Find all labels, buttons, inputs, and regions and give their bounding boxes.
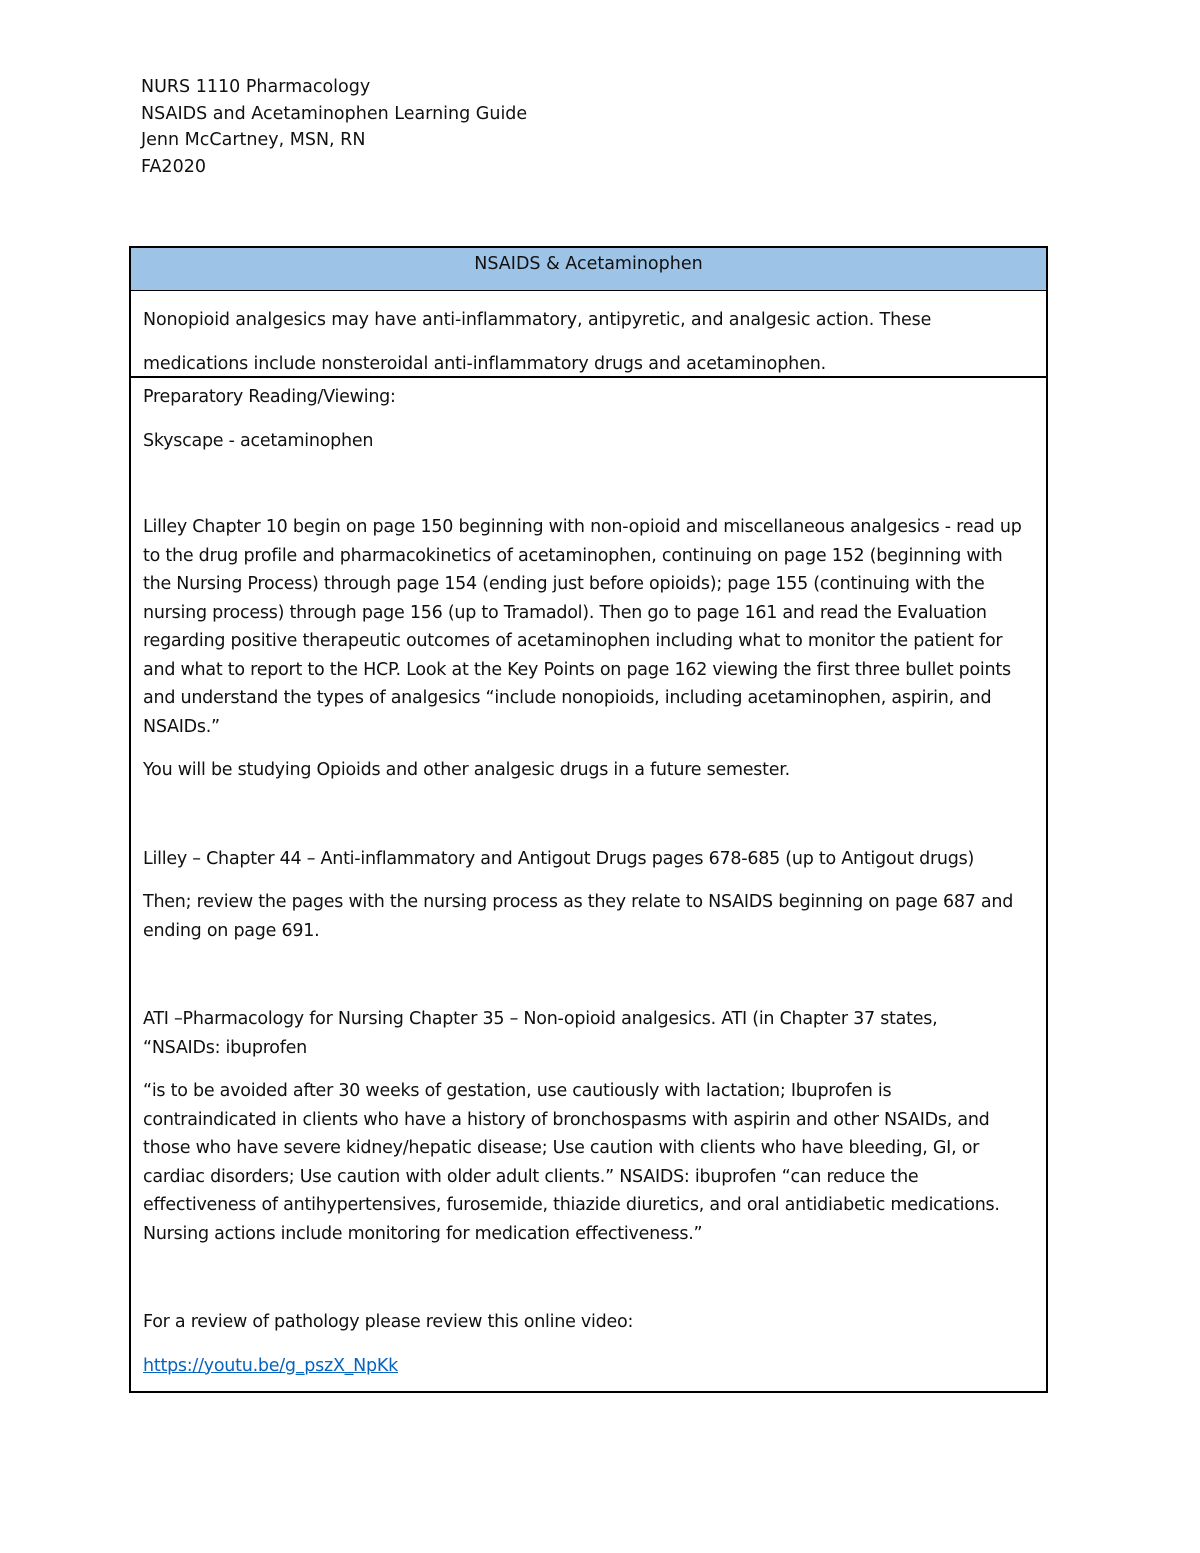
guide-title: NSAIDS and Acetaminophen Learning Guide	[141, 103, 528, 124]
learning-guide-table	[129, 246, 1048, 1393]
ati-reference	[143, 1005, 1034, 1062]
paragraph-line: “is to be avoided after 30 weeks of gestation, use cautiously with lactation; Ibuprofen is	[143, 1081, 892, 1101]
video-intro: For a review of pathology please review this online video:	[143, 1312, 634, 1332]
table-heading: NSAIDS & Acetaminophen	[131, 248, 1046, 291]
course-title: NURS 1110 Pharmacology	[141, 77, 371, 97]
author-name: Jenn McCartney, MSN, RN	[141, 130, 366, 150]
lilley-ch10-paragraph	[143, 513, 1034, 741]
paragraph-line: ending on page 691.	[143, 920, 320, 941]
paragraph-line: NSAIDs.”	[143, 716, 220, 737]
paragraph-line: effectiveness of antihypertensives, furosemide, thiazide diuretics, and oral antidiabetic medications.	[143, 1195, 1000, 1215]
paragraph-line: those who have severe kidney/hepatic disease; Use caution with clients who have bleeding, GI, or	[143, 1138, 980, 1158]
paragraph-line: Nursing actions include monitoring for medication effectiveness.”	[143, 1223, 703, 1244]
future-semester-note: You will be studying Opioids and other analgesic drugs in a future semester.	[143, 760, 790, 780]
paragraph-line: nursing process) through page 156 (up to Tramadol). Then go to page 161 and read the Evaluation	[143, 602, 987, 623]
paragraph-line: and understand the types of analgesics “include nonopioids, including acetaminophen, aspirin, and	[143, 688, 992, 708]
video-link-row	[143, 1352, 1034, 1381]
paragraph-line: “NSAIDs: ibuprofen	[143, 1037, 307, 1058]
document-header	[141, 74, 527, 180]
paragraph-line: to the drug profile and pharmacokinetics of acetaminophen, continuing on page 152 (beginning with	[143, 545, 1003, 566]
video-link[interactable]: https://youtu.be/g_pszX_NpKk	[143, 1355, 398, 1376]
reading-row	[131, 378, 1046, 1380]
intro-line: Nonopioid analgesics may have anti-inflammatory, antipyretic, and analgesic action. These	[143, 310, 932, 330]
paragraph-line: and what to report to the HCP. Look at the Key Points on page 162 viewing the first three bullet points	[143, 659, 1011, 680]
paragraph-line: Then; review the pages with the nursing process as they relate to NSAIDS beginning on page 687 and	[143, 892, 1014, 912]
review-paragraph	[143, 888, 1034, 945]
intro-row	[131, 291, 1046, 378]
paragraph-line: Lilley Chapter 10 begin on page 150 beginning with non-opioid and miscellaneous analgesics - read up	[143, 517, 1022, 537]
paragraph-line: cardiac disorders; Use caution with older adult clients.” NSAIDS: ibuprofen “can reduce the	[143, 1166, 919, 1187]
ati-quote-paragraph	[143, 1077, 1034, 1248]
paragraph-line: regarding positive therapeutic outcomes of acetaminophen including what to monitor the patient for	[143, 631, 1003, 651]
paragraph-line: ATI –Pharmacology for Nursing Chapter 35 – Non-opioid analgesics. ATI (in Chapter 37 states,	[143, 1009, 938, 1029]
paragraph-line: the Nursing Process) through page 154 (ending just before opioids); page 155 (continuing with the	[143, 574, 985, 594]
paragraph-line: contraindicated in clients who have a history of bronchospasms with aspirin and other NSAIDs, and	[143, 1109, 990, 1130]
prep-label: Preparatory Reading/Viewing:	[143, 387, 396, 407]
skyscape-reference: Skyscape - acetaminophen	[143, 430, 374, 451]
term-label: FA2020	[141, 156, 206, 177]
lilley-ch44-reference: Lilley – Chapter 44 – Anti-inflammatory and Antigout Drugs pages 678-685 (up to Antigout drugs)	[143, 848, 975, 869]
intro-line: medications include nonsteroidal anti-inflammatory drugs and acetaminophen.	[143, 354, 827, 374]
